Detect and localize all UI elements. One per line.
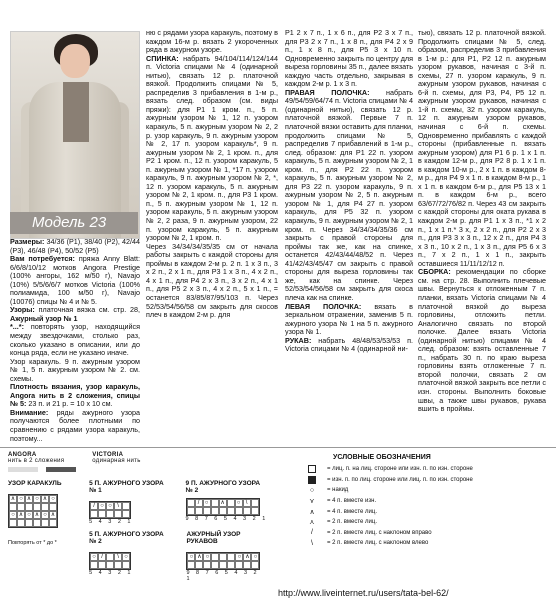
paragraph: тью), связать 12 р. платочной вязкой. Продолжить спицами № 5, след. образом, распределив 3 прибавления в 1-м р.: для P1, P2 12 п. ажурным узором рукавов, начиная с 3-й п. схемы, 27 п. узором каракуль, 9 п. ажурным узором рукавов, начиная с 6-й п. схемы, для P3, P4, P5 12 п. ажурным узором рукавов, начиная с 1-й п. схемы, 32 п. узором каракуль, 12 п. ажурным узором рукавов, начиная с 6-й п. схемы. Одновременно прибавлять с каждой стороны (прибавленные п. вязать ажурным узором) для P1 6 р. 1 х 1 п. в каждом 12-м р., для P2 8 р. 1 х 1 п. в каждом 10-м р., 2 х 1 п. в каждом 8-м р., для P4 9 х 1 п. в каждом 8-м р., 1 х 1 п. в каждом 6-м р., для P5 13 х 1 п. в каждом 6-м р., всего 63/67/72/76/82 п. Через 43 см закрыть с каждой стороны для оката рукава в каждом 2-м р. для P1 1 х 3 п., *1 х 2 п., 1 х 1 п.* 3 х, 2 х 2 п., для P2 2 х 3 п., для P3 3 х 3 п., 12 х 2 п., для P4 3 х 3 п., 10 х 2 п., 1 х 3 п., для P5 6 х 3 п., 7 х 2 п., 1 х 1 п., закрыть оставшиеся 11/11/12/12 п. [418, 28, 546, 268]
section-divider [0, 447, 556, 448]
paragraph: Плотность вязания, узор каракуль, Angora нить в 2 сложения, спицы № 5: 23 п. и 21 р. = 10 х 10 см. [10, 382, 140, 409]
source-url[interactable]: http://www.liveinternet.ru/users/tata-bel-62/ [278, 588, 449, 598]
paragraph: ПРАВАЯ ПОЛОЧКА: набрать 49/54/59/64/74 п. Victoria спицами № 4 (одинарной нитью), связать 12 р. платочной вязкой. Первые 7 п. платочной вязки оставить для планки, продолжить спицами № 5, распределив 7 прибавлений в 1-м р., след. образом: для P1 22 п. узором каракуль, 5 п. ажурным узором № 2, 1 кром. п., для P2 22 п. узором каракуль, 5 п. ажурным узором № 2, для P3 22 п. узором каракуль, 9 п. ажурным узором № 2, 5 п. ажурным узором № 1, для P4 27 п. узором каракуль, для P5 32 п. узором каракуль, 9 п. ажурным узором № 2, 1 кром. п. Через 34/34/34/35/36 см закрыть с правой стороны для проймы так же, как на спинке, останется 42/43/44/48/52 п. Через 41/42/43/45/47 см закрыть с правой стороны для выреза горловины так же, как на спинке. Через 52/53/54/56/58 см закрыть для скоса плеча как на спинке. [285, 87, 413, 302]
paragraph: РУКАВ: набрать 48/48/53/53/53 п. Victoria спицами № 4 (одинарной ни- [285, 335, 413, 354]
legend-item: = 2 п. вместе лиц. [327, 519, 377, 526]
pattern2-title: 5 П. АЖУРНОГО УЗОРА № 2 [89, 531, 164, 545]
paragraph: Узор каракуль. 9 п. ажурным узором № 1, 5 п. ажурным узором № 2. см. схемы. [10, 356, 140, 383]
victoria-label: VICTORIA [92, 452, 124, 458]
legend-item: = 4 п. вместе изн. [327, 498, 377, 505]
sleeve-pattern-chart: ○ ∧ ○ ○ ∧ ○ [186, 552, 260, 570]
paragraph: Внимание: ряды ажурного узора получаются более плотными по сравнению с рядами узора каракуль, поэтому... [10, 407, 140, 443]
sleeve-pattern-title: АЖУРНЫЙ УЗОР РУКАВОВ [186, 531, 241, 545]
text-column-3 [285, 29, 413, 354]
victoria-swatch [46, 467, 76, 472]
pattern9-chart: / ○ ∧ ○ \ [186, 498, 260, 516]
model-photo [10, 31, 140, 239]
text-column-2 [146, 29, 278, 320]
legend-item: = 2 п. вместе лиц. с наклоном вправо [327, 529, 432, 536]
four-purl-together-icon: ⋎ [309, 498, 315, 506]
pattern2-numbers: 5 4 3 2 1 [89, 570, 133, 576]
model-label: Модель 23 [32, 214, 107, 231]
repeat-note: Повторять от * до * [8, 540, 57, 546]
pattern-section [0, 452, 556, 600]
paragraph: Вам потребуется: пряжа Anny Blatt: 6/6/8/10/12 мотков Angora Prestige (100% ангоры, 162 м/50 г), Navajo (10%) 5/5/6/6/7 мотков Victoria (100% полиамида, 100 м/50 г), Navajo (10076) спицы № 4 и № 5. [10, 254, 140, 306]
angora-label: ANGORA [8, 452, 37, 458]
paragraph: СБОРКА: рекомендации по сборке см. на стр. 28. Выполнить плечевые швы. Вернуться к отложенным 7 п. планки, вязать Victoria спицами № 4 платочной вязкой до выреза горловины, отложить петли. Аналогично связать по второй полочке. Далее вязать Victoria (одинарной нитью) спицами № 4 след. образом: взять оставленные 7 п., набрать 30 п. по краю выреза горловины взять отложенные 7 п. второй полочки, связать 2 см платочной вязкой закрыть все петли с изн. стороны. Выполнить боковые швы, а также швы рукавов, рукава вшить в проймы. [418, 267, 546, 414]
pattern2-chart: ○ / \ ○ [89, 552, 131, 570]
paragraph: *...*: повторять узор, находящийся между звездочками, столько раз, сколько указано в описании, или до конца ряда, если не указано иначе. [10, 322, 140, 358]
karakul-title: УЗОР КАРАКУЛЬ [8, 480, 62, 487]
legend-item: = накид [327, 487, 349, 494]
legend-item: = 4 п. вместе лиц. [327, 508, 377, 515]
pattern9-title: 9 П. АЖУРНОГО УЗОРА № 2 [185, 480, 261, 494]
pattern9-numbers: 9 8 7 6 5 4 3 2 1 [185, 516, 268, 522]
legend-item: = изн. п. по лиц. стороне или лиц. п. по изн. стороне [327, 476, 473, 483]
paragraph: P1 2 х 7 п., 1 х 6 п., для P2 3 х 7 п., для P3 2 х 7 п., 1 х 8 п., для P4 2 х 9 п., 1 х 8 п., для P5 3 х 10 п. Одновременно закрыть по центру для выреза горловины 35 п., далее вязать каждую часть отдельно, закрывая в каждом 2-м р. 1 х 3 п. [285, 28, 413, 89]
decrease-left-icon: \ [311, 539, 313, 547]
paragraph: ЛЕВАЯ ПОЛОЧКА: вязать в зеркальном отражении, заменив 5 п. ажурного узора № 1 на 5 п. ажурного узора № 1. [285, 301, 413, 337]
legend-item: = 2 п. вместе лиц. с наклоном влево [327, 540, 429, 547]
two-knit-together-icon: ⋏ [309, 519, 315, 527]
angora-swatch [8, 467, 38, 472]
symbol-legend [305, 454, 550, 549]
paragraph: Узоры: платочная вязка см. стр. 28, Ажурный узор № 1 [10, 305, 140, 323]
four-knit-together-icon: ∧ [309, 508, 315, 516]
model-label-bar [10, 212, 138, 234]
victoria-sub: одинарная нить [92, 458, 141, 464]
paragraph: Через 34/34/34/35/35 см от начала работы закрыть с каждой стороны для проймы в каждом 2-м р. 2 п. 1 х 3 п., 3 х 2 п., 2 х 1 п., для P3 1 х 3 п., 4 х 2 п., 4 х 1 п., для P4 2 х 3 п., 3 х 2 п., 4 х 1 п., для P5 2 х 3 п., 4 х 2 п., 5 х 1 п., = останется 83/85/87/95/103 п. Через 52/53/54/56/58 см закрыть для скосов плеч в каждом 2-м р. для [146, 241, 278, 320]
paragraph: СПИНКА: набрать 94/104/114/124/144 п. Victoria спицами № 4 (одинарной нитью), связать 12 р. платочной вязкой. Продолжить спицами № 5, распределив 3 прибавления в 1-м р., вязать след. образом (см. виды пряжи): для P1 1 кром. п., 5 п. ажурным узором № 1, 12 п. узором каракуль, 5 п. ажурным узором № 2, 2 р. узор каракуль, 9 п. ажурным узором № 2, 17 п. узором каракуль*, 9 п. ажурным узором № 2, 1 кром. п., для P2 1 кром. п., 12 п. узором каракуль, 5 п. ажурным узором № 1, *17 п. узором каракуль, 9 п. ажурным узором № 2, *, 12 п. узором каракуль, 5 п. ажурным узором № 2, 1 кром. п., для P3 1 кром. п., 5 п. ажурным узором № 1, 12 п. узором каракуль, 5 п. ажурным узором № 2, 2 раза, 9 п. ажурным узором, 22 п. узором каракуль, 5 п. ажурным узором № 2, 1 кром. п. [146, 53, 278, 243]
legend-title: УСЛОВНЫЕ ОБОЗНАЧЕНИЯ [333, 454, 431, 461]
purl-symbol-icon [305, 476, 319, 484]
knit-symbol-icon [305, 465, 319, 473]
paragraph: ню с рядами узора каракуль, поэтому в каждом 16-м р. вязать 2 укороченных ряда в ажурном узоре. [146, 28, 278, 55]
karakul-chart: ∧ ○ ∧ ○ ∧ ○ ○ ∧ ○ ∧ ○ ∧ [8, 494, 58, 528]
text-column-4 [418, 29, 546, 414]
pattern1-title: 5 П. АЖУРНОГО УЗОРА № 1 [89, 480, 164, 494]
legend-item: = лиц. п. на лиц. стороне или изн. п. по изн. стороне [327, 466, 473, 473]
paragraph: Размеры: 34/36 (P1), 38/40 (P2), 42/44 (P3), 46/48 (P4), 50/52 (P5) [10, 237, 140, 255]
pattern1-chart: / ○ ○ \ [89, 501, 131, 519]
yarn-over-icon: ○ [309, 486, 315, 494]
text-column-1 [10, 238, 140, 443]
decrease-right-icon: / [311, 529, 313, 537]
angora-sub: нить в 2 сложения [8, 458, 65, 464]
sleeve-pattern-numbers: 9 8 7 6 5 4 3 2 1 [186, 570, 260, 582]
pattern1-numbers: 5 4 3 2 1 [89, 519, 133, 525]
charts-area [8, 452, 268, 582]
